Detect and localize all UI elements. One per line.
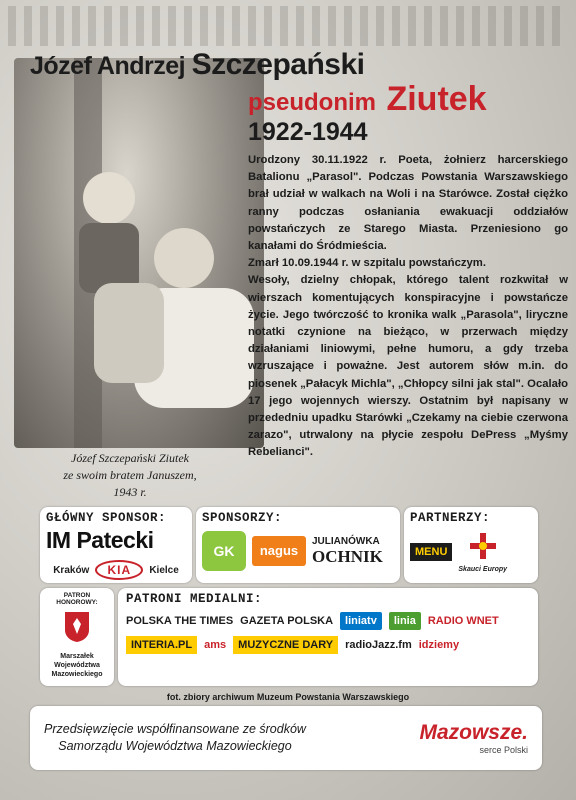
main-sponsor-title: GŁÓWNY SPONSOR: [46, 511, 167, 525]
pseudonym-name: Ziutek [386, 80, 487, 118]
kia-row [46, 560, 186, 580]
ams-logo: ams [204, 639, 227, 651]
film-strip-decoration [8, 6, 568, 46]
sponsors-box [196, 507, 400, 583]
cofinance-box [30, 706, 542, 770]
idziemy-logo: idziemy [418, 639, 460, 651]
kia-logo-icon: KIA [95, 560, 143, 580]
julianowka-logo: JULIANÓWKA [312, 535, 380, 547]
media-logos-row [126, 612, 530, 630]
patron-name-line: Województwa [54, 662, 100, 669]
media-logos-row [126, 636, 530, 654]
linia-tv-logo: liniatv [340, 612, 382, 630]
caption-line: Józef Szczepański Ziutek [71, 451, 189, 465]
mazowsze-tagline: serce Polski [479, 745, 528, 755]
cofinance-line: Samorządu Województwa Mazowieckiego [58, 739, 292, 753]
linia-logo: linia [389, 612, 421, 630]
patron-title: PATRON HONOROWY: [56, 592, 98, 606]
polska-times-logo: POLSKA THE TIMES [126, 615, 234, 627]
portrait-photo [14, 58, 264, 448]
interia-logo: INTERIA.PL [126, 636, 197, 654]
green-kernel-logo-icon: GK [202, 531, 246, 571]
cofinance-line: Przedsięwzięcie współfinansowane ze środków [44, 722, 306, 736]
caption-line: 1943 r. [113, 485, 147, 499]
mazowsze-logo-text: Mazowsze. [419, 721, 528, 744]
life-years: 1922-1944 [248, 118, 368, 146]
city-left: Kraków [53, 564, 90, 576]
patron-name-line: Mazowieckiego [51, 671, 103, 678]
photo-caption [30, 450, 230, 501]
radio-wnet-logo: RADIO WNET [427, 615, 499, 627]
radio-jazz-logo: radioJazz.fm [345, 639, 412, 651]
gazeta-polska-logo: GAZETA POLSKA [240, 615, 334, 627]
first-names: Józef Andrzej [30, 52, 186, 80]
bio-paragraph: Zmarł 10.09.1944 r. w szpitalu powstańczym. [248, 257, 486, 270]
scout-cross-icon [468, 531, 498, 561]
media-patrons-title: PATRONI MEDIALNI: [126, 592, 263, 606]
media-patrons-box [118, 588, 538, 686]
muzyczne-dary-logo: MUZYCZNE DARY [233, 636, 338, 654]
patron-name [43, 652, 111, 679]
sponsors-title: SPONSORZY: [202, 511, 283, 525]
pseudonym-row [248, 80, 487, 119]
main-sponsor-company: IM Patecki [46, 527, 154, 553]
skauci-europy-label: Skauci Europy [458, 566, 508, 573]
pseudonym-label: pseudonim [248, 89, 377, 116]
person-name [30, 48, 364, 82]
coat-of-arms-icon [63, 610, 91, 644]
city-right: Kielce [149, 564, 179, 576]
patron-name-line: Marszałek [60, 653, 94, 660]
caption-line: ze swoim bratem Januszem, [63, 468, 197, 482]
photo-credit: fot. zbiory archiwum Muzeum Powstania Warszawskiego [166, 692, 410, 702]
partner-logos [410, 531, 532, 573]
surname: Szczepański [191, 48, 365, 81]
cofinance-text [44, 721, 306, 755]
biography [248, 152, 568, 462]
mazowsze-logo [419, 721, 528, 755]
main-sponsor-box [40, 507, 192, 583]
partners-title: PARTNERZY: [410, 511, 491, 525]
sponsor-logos [202, 531, 394, 571]
bio-paragraph: Wesoły, dzielny chłopak, którego talent rozkwitał w wierszach komentujących konspiracyjne i powstańcze życie. Jego twórczość to kronika walk „Parasola", liryczne notatki czynione na bieżąco, w przerwach między działaniami liniowymi, pełne humoru, a gdy trzeba wzruszające i poważne. Jest autorem słów m.in. do piosenek „Pałacyk Michla", „Chłopcy silni jak stal". Ocalało 17 jego wojennych wierszy. Ostatnim był napisany w przededniu upadku Starówki „Czekamy na ciebie czerwona zarazo", utrwalony na płycie zespołu DePress „Myśmy Rebelianci". [248, 274, 568, 459]
nagus-logo-icon: nagus [252, 536, 306, 566]
ochnik-logo: OCHNIK [312, 546, 383, 566]
patron-box [40, 588, 114, 686]
bio-paragraph: Urodzony 30.11.1922 r. Poeta, żołnierz harcerskiego Batalionu „Parasol". Podczas Powstania Warszawskiego brał udział w walkach na Woli i na Starówce. Został ciężko ranny podczas osłaniania ewakuacji oddziałów powstańczych ze Starego Miasta. Przeniesiono go kanałami do Śródmieścia. [248, 154, 568, 253]
partners-box [404, 507, 538, 583]
menu-logo-icon: MENU [410, 543, 452, 561]
